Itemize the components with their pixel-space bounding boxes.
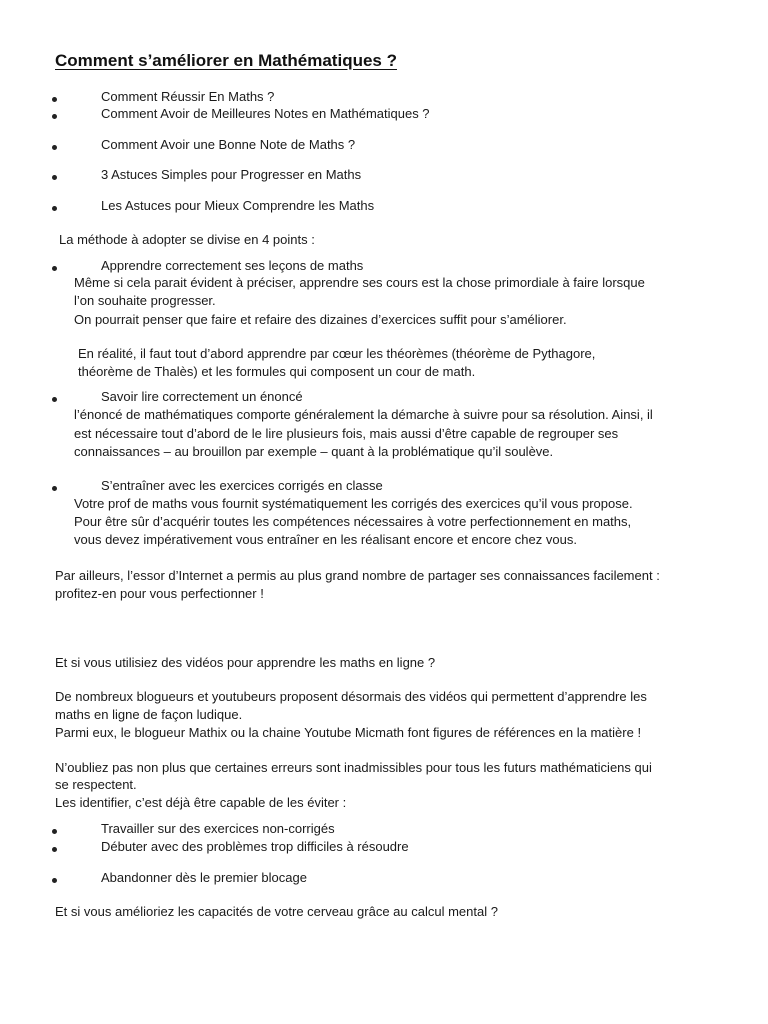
paragraph-line: est nécessaire tout d’abord de le lire plusieurs fois, mais aussi d’être capable de regrouper ses [74, 426, 619, 441]
paragraph-line: Votre prof de maths vous fournit systématiquement les corrigés des exercices qu’il vous propose. [74, 496, 633, 511]
paragraph-line: En réalité, il faut tout d’abord apprendre par cœur les théorèmes (théorème de Pythagore, [78, 346, 596, 361]
paragraph-line: se respectent. [55, 777, 137, 792]
point-heading: Apprendre correctement ses leçons de maths [101, 258, 364, 273]
bullet-dot [52, 175, 57, 180]
paragraph-line: l’on souhaite progresser. [74, 293, 216, 308]
closing-question: Et si vous amélioriez les capacités de votre cerveau grâce au calcul mental ? [55, 904, 498, 919]
point-heading: S’entraîner avec les exercices corrigés en classe [101, 478, 383, 493]
bullet-dot [52, 847, 57, 852]
page-title: Comment s’améliorer en Mathématiques ? [55, 51, 397, 70]
bullet-dot [52, 266, 57, 271]
paragraph-line: Pour être sûr d’acquérir toutes les compétences nécessaires à votre perfectionnement en maths, [74, 514, 632, 529]
videos-question: Et si vous utilisiez des vidéos pour apprendre les maths en ligne ? [55, 655, 436, 670]
bullet-dot [52, 878, 57, 883]
paragraph-line: On pourrait penser que faire et refaire des dizaines d’exercices suffit pour s’améliorer. [74, 312, 567, 327]
intro-bullet-item: Les Astuces pour Mieux Comprendre les Maths [101, 198, 375, 213]
bullet-dot [52, 114, 57, 119]
bullet-dot [52, 206, 57, 211]
error-bullet-item: Débuter avec des problèmes trop difficiles à résoudre [101, 839, 409, 854]
paragraph-line: N’oubliez pas non plus que certaines erreurs sont inadmissibles pour tous les futurs mathématiciens qui [55, 760, 652, 775]
bullet-dot [52, 97, 57, 102]
paragraph-line: Parmi eux, le blogueur Mathix ou la chaine Youtube Micmath font figures de références en la matière ! [55, 725, 642, 740]
paragraph-line: profitez-en pour vous perfectionner ! [55, 586, 264, 601]
intro-bullet-item: Comment Avoir de Meilleures Notes en Mathématiques ? [101, 106, 430, 121]
paragraph-line: Même si cela parait évident à préciser, apprendre ses cours est la chose primordiale à faire lorsque [74, 275, 645, 290]
paragraph-line: connaissances – au brouillon par exemple – quant à la problématique qu’il soulève. [74, 444, 554, 459]
method-intro: La méthode à adopter se divise en 4 points : [59, 232, 315, 247]
paragraph-line: l’énoncé de mathématiques comporte généralement la démarche à suivre pour sa résolution. Ainsi, il [74, 407, 653, 422]
paragraph-line: Par ailleurs, l’essor d’Internet a permis au plus grand nombre de partager ses connaissances facilement : [55, 568, 660, 583]
point-heading: Savoir lire correctement un énoncé [101, 389, 303, 404]
bullet-dot [52, 829, 57, 834]
bullet-dot [52, 145, 57, 150]
paragraph-line: théorème de Thalès) et les formules qui composent un cour de math. [78, 364, 476, 379]
error-bullet-item: Abandonner dès le premier blocage [101, 870, 307, 885]
intro-bullet-item: Comment Réussir En Maths ? [101, 89, 275, 104]
paragraph-line: vous devez impérativement vous entraîner en les réalisant encore et encore chez vous. [74, 532, 577, 547]
paragraph-line: Les identifier, c’est déjà être capable de les éviter : [55, 795, 347, 810]
bullet-dot [52, 397, 57, 402]
paragraph-line: maths en ligne de façon ludique. [55, 707, 243, 722]
intro-bullet-item: 3 Astuces Simples pour Progresser en Maths [101, 167, 362, 182]
intro-bullet-item: Comment Avoir une Bonne Note de Maths ? [101, 137, 356, 152]
error-bullet-item: Travailler sur des exercices non-corrigés [101, 821, 335, 836]
paragraph-line: De nombreux blogueurs et youtubeurs proposent désormais des vidéos qui permettent d’apprendre les [55, 689, 647, 704]
bullet-dot [52, 486, 57, 491]
